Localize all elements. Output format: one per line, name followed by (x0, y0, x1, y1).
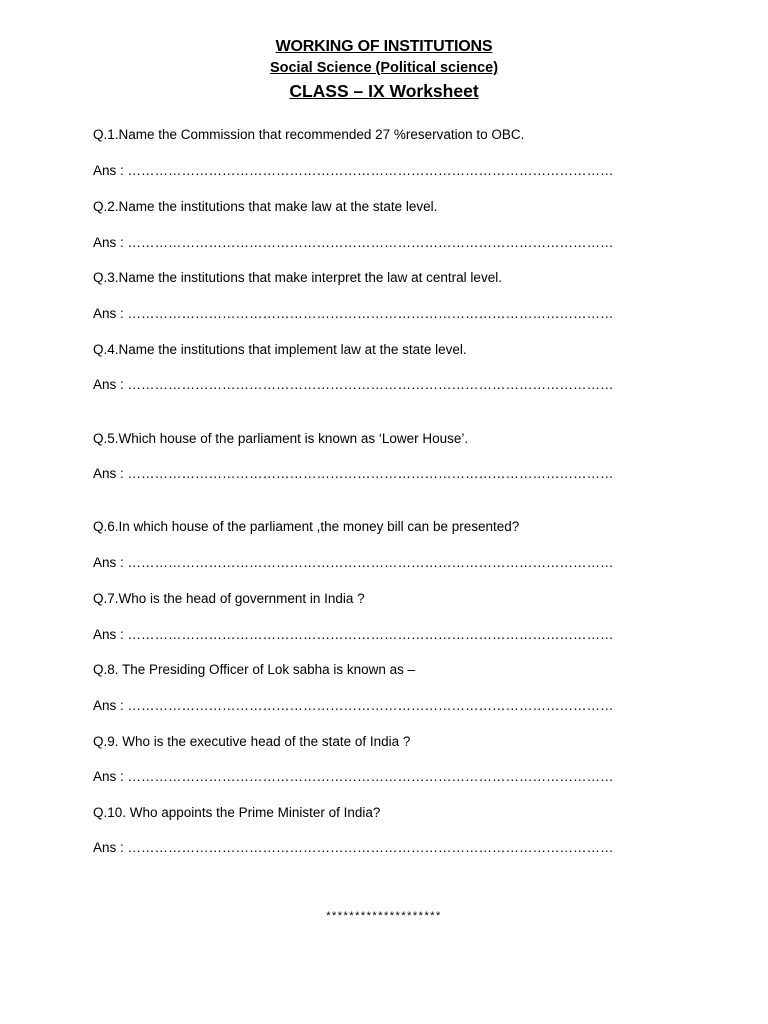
answer-line-4: Ans : ……………………………………………………………………………………………… (93, 377, 614, 392)
footer-stars: ******************** (326, 910, 442, 922)
answer-line-5: Ans : ……………………………………………………………………………………………… (93, 466, 614, 481)
question-7: Q.7.Who is the head of government in India ? (93, 591, 365, 606)
question-1: Q.1.Name the Commission that recommended 27 %reservation to OBC. (93, 127, 525, 142)
answer-line-6: Ans : ……………………………………………………………………………………………… (93, 555, 614, 570)
worksheet-subtitle: Social Science (Political science) (269, 60, 499, 76)
question-3: Q.3.Name the institutions that make interpret the law at central level. (93, 270, 502, 285)
answer-line-9: Ans : ……………………………………………………………………………………………… (93, 769, 614, 784)
answer-line-1: Ans : ……………………………………………………………………………………………… (93, 163, 614, 178)
answer-line-8: Ans : ……………………………………………………………………………………………… (93, 698, 614, 713)
answer-line-7: Ans : ……………………………………………………………………………………………… (93, 627, 614, 642)
question-5: Q.5.Which house of the parliament is known as ‘Lower House’. (93, 431, 469, 446)
worksheet-title: WORKING OF INSTITUTIONS (275, 38, 493, 55)
question-2: Q.2.Name the institutions that make law at the state level. (93, 199, 438, 214)
worksheet-header (0, 37, 768, 102)
question-4: Q.4.Name the institutions that implement law at the state level. (93, 342, 467, 357)
answer-line-3: Ans : ……………………………………………………………………………………………… (93, 306, 614, 321)
answer-line-2: Ans : ……………………………………………………………………………………………… (93, 235, 614, 250)
question-6: Q.6.In which house of the parliament ,the money bill can be presented? (93, 519, 520, 534)
answer-line-10: Ans : ……………………………………………………………………………………………… (93, 840, 614, 855)
worksheet-class-line: CLASS – IX Worksheet (289, 81, 479, 101)
question-9: Q.9. Who is the executive head of the state of India ? (93, 734, 411, 749)
question-10: Q.10. Who appoints the Prime Minister of India? (93, 805, 381, 820)
question-8: Q.8. The Presiding Officer of Lok sabha is known as – (93, 662, 416, 677)
